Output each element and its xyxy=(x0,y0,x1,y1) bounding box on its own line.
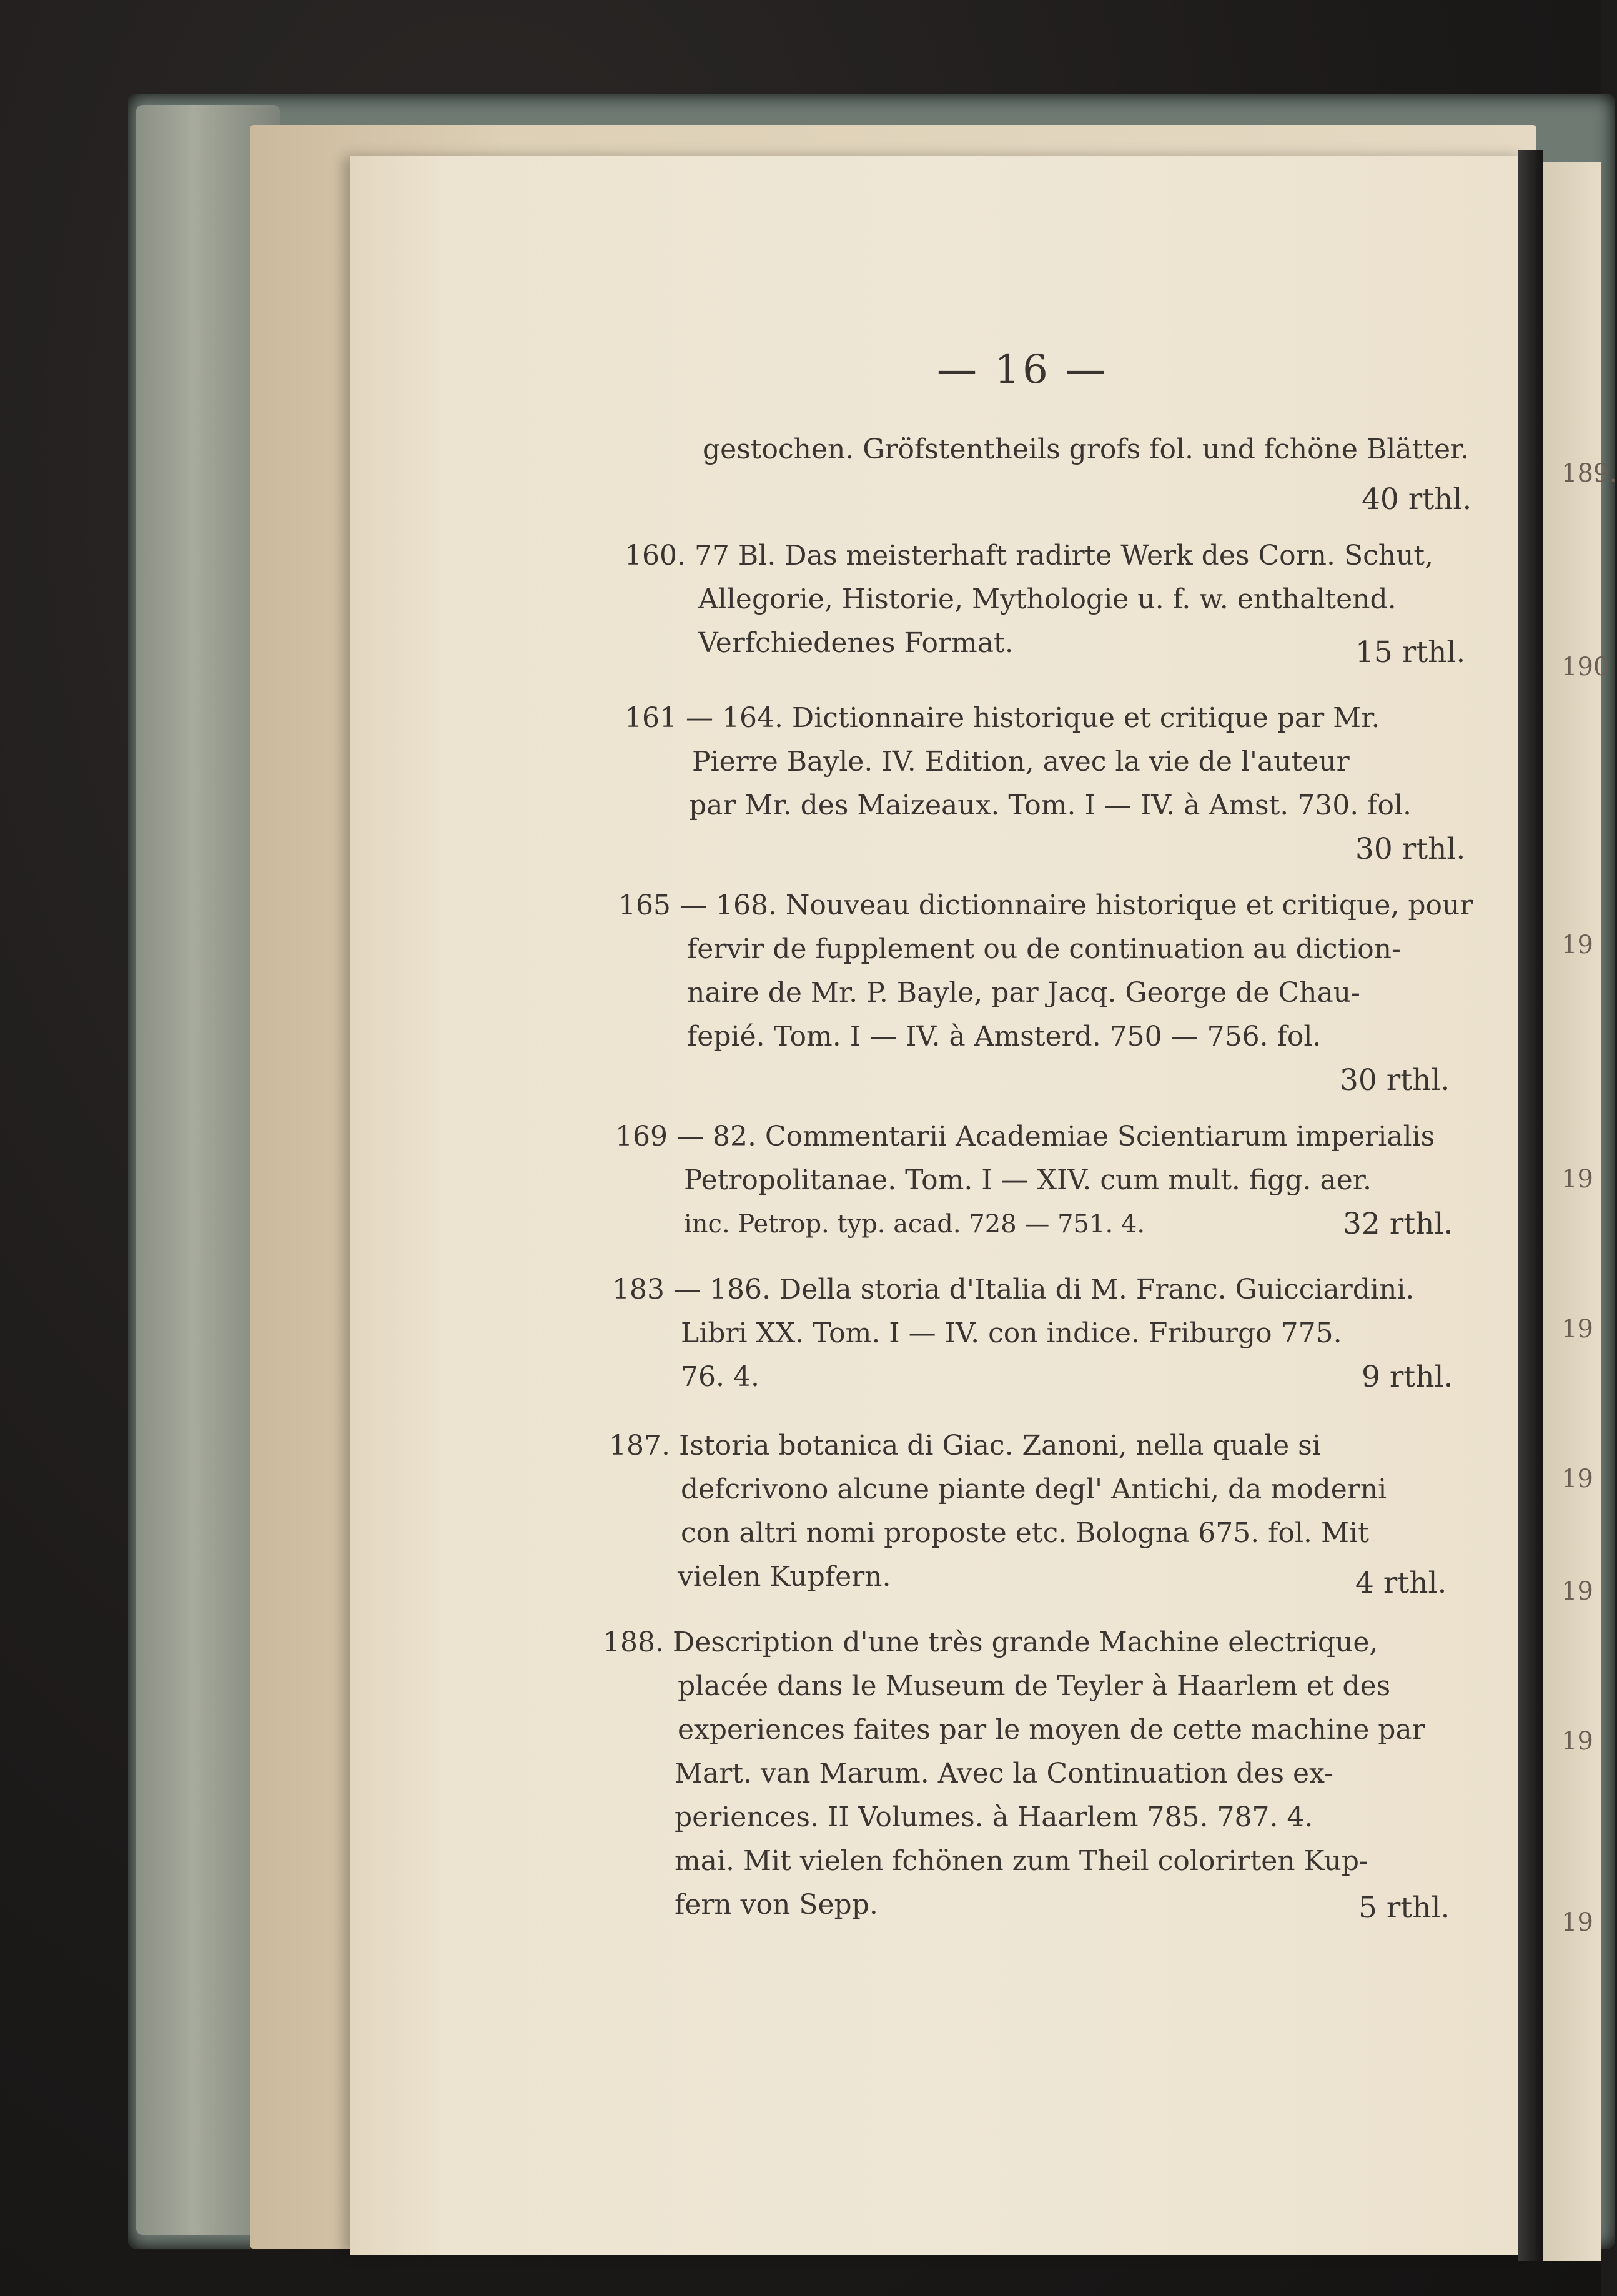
entry-price: 30 rthl. xyxy=(1355,832,1466,866)
entry-price: 32 rthl. xyxy=(1343,1207,1453,1241)
entry-line: placée dans le Museum de Teyler à Haarlem et des xyxy=(678,1670,1391,1702)
entry-price: 40 rthl. xyxy=(1362,482,1472,517)
entry-line: 187. Istoria botanica di Giac. Zanoni, nella quale si xyxy=(609,1430,1321,1462)
entry-price: 4 rthl. xyxy=(1355,1566,1447,1600)
entry-price: 30 rthl. xyxy=(1340,1063,1450,1097)
entry-line: 160. 77 Bl. Das meisterhaft radirte Werk des Corn. Schut, xyxy=(625,540,1434,572)
entry-price: 9 rthl. xyxy=(1362,1360,1453,1394)
entry-price: 15 rthl. xyxy=(1355,635,1466,670)
next-page-number: 19 xyxy=(1561,931,1593,959)
next-page-number: 19 xyxy=(1561,1465,1593,1493)
entry-line: con altri nomi proposte etc. Bologna 675. fol. Mit xyxy=(681,1517,1369,1549)
entry-line: fepié. Tom. I — IV. à Amsterd. 750 — 756. fol. xyxy=(687,1021,1322,1052)
entry-line: 76. 4. xyxy=(681,1361,759,1393)
entry-line: par Mr. des Maizeaux. Tom. I — IV. à Amst. 730. fol. xyxy=(689,789,1412,821)
page-number: — 16 — xyxy=(937,347,1109,393)
entry-line: Allegorie, Historie, Mythologie u. f. w. enthaltend. xyxy=(698,583,1397,615)
entry-line: gestochen. Gröfstentheils grofs fol. und fchöne Blätter. xyxy=(703,433,1470,465)
entry-line: fern von Sepp. xyxy=(675,1889,878,1921)
entry-line: experiences faites par le moyen de cette machine par xyxy=(678,1714,1425,1746)
next-page-number: 19 xyxy=(1561,1165,1593,1194)
entry-line: Libri XX. Tom. I — IV. con indice. Friburgo 775. xyxy=(681,1317,1342,1349)
entry-line: vielen Kupfern. xyxy=(678,1561,891,1593)
entry-line: 183 — 186. Della storia d'Italia di M. Franc. Guicciardini. xyxy=(612,1274,1415,1305)
entry-line: inc. Petrop. typ. acad. 728 — 751. 4. xyxy=(684,1210,1145,1239)
entry-line: Petropolitanae. Tom. I — XIV. cum mult. figg. aer. xyxy=(684,1164,1372,1196)
book-gutter xyxy=(1518,150,1543,2261)
next-page-number: 190 xyxy=(1561,653,1610,681)
next-page-number: 19 xyxy=(1561,1315,1593,1343)
entry-line: 188. Description d'une très grande Machine electrique, xyxy=(603,1626,1378,1658)
entry-line: fervir de fupplement ou de continuation au diction- xyxy=(687,933,1401,965)
next-page-number: 19 xyxy=(1561,1577,1593,1606)
entry-line: Pierre Bayle. IV. Edition, avec la vie de l'auteur xyxy=(692,746,1350,778)
entry-line: naire de Mr. P. Bayle, par Jacq. George de Chau- xyxy=(687,977,1360,1009)
entry-price: 5 rthl. xyxy=(1358,1891,1450,1925)
entry-line: 169 — 82. Commentarii Academiae Scientiarum imperialis xyxy=(615,1121,1435,1152)
entry-line: Mart. van Marum. Avec la Continuation des ex- xyxy=(675,1758,1333,1789)
entry-line: mai. Mit vielen fchönen zum Theil colorirten Kup- xyxy=(675,1845,1368,1877)
next-page-number: 189. xyxy=(1561,459,1617,488)
next-page-number: 19 xyxy=(1561,1908,1593,1937)
entry-line: 161 — 164. Dictionnaire historique et critique par Mr. xyxy=(625,702,1380,734)
entry-line: Verfchiedenes Format. xyxy=(698,627,1014,659)
next-page-number: 19 xyxy=(1561,1727,1593,1756)
entry-line: periences. II Volumes. à Haarlem 785. 787. 4. xyxy=(675,1801,1313,1833)
entry-line: defcrivono alcune piante degl' Antichi, da moderni xyxy=(681,1473,1387,1505)
entry-line: 165 — 168. Nouveau dictionnaire historique et critique, pour xyxy=(618,889,1473,921)
